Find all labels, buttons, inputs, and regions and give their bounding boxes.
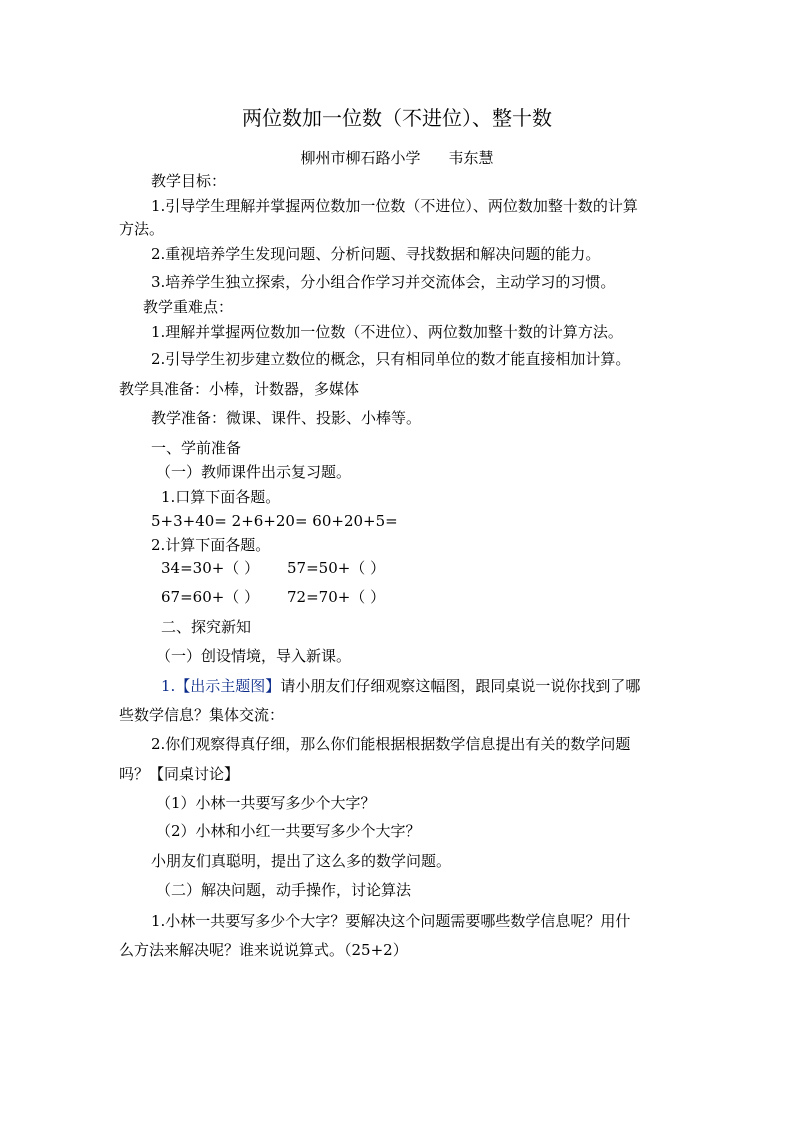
paragraph-line: 2.计算下面各题。 bbox=[151, 536, 271, 554]
subsection-heading: （一）教师课件出示复习题。 bbox=[156, 463, 352, 481]
section-heading: 一、学前准备 bbox=[151, 439, 242, 457]
paragraph-line: 2.引导学生初步建立数位的概念，只有相同单位的数才能直接相加计算。 bbox=[151, 350, 631, 368]
page-title: 两位数加一位数（不进位）、整十数 bbox=[242, 106, 552, 130]
section-heading: 二、探究新知 bbox=[161, 618, 252, 636]
exercise-item: 72=70+（ ） bbox=[287, 588, 386, 606]
highlight-tag: 1.【出示主题图】 bbox=[161, 677, 281, 695]
section-heading: 教学重难点： bbox=[143, 298, 234, 316]
paragraph-text: 请小朋友们仔细观察这幅图，跟同桌说一说你找到了哪 bbox=[280, 677, 641, 695]
exercise-item: 34=30+（ ） bbox=[161, 559, 260, 577]
paragraph-line: 吗？【同桌讨论】 bbox=[119, 765, 240, 783]
paragraph-line: 1.小林一共要写多少个大字？要解决这个问题需要哪些数学信息呢？用什 bbox=[151, 912, 631, 930]
paragraph-line: 1.口算下面各题。 bbox=[161, 488, 281, 506]
paragraph-line: 2.重视培养学生发现问题、分析问题、寻找数据和解决问题的能力。 bbox=[151, 245, 601, 263]
school-name: 柳州市柳石路小学 bbox=[300, 149, 421, 167]
question-item: （1）小林一共要写多少个大字？ bbox=[156, 794, 376, 812]
paragraph-line: 教学准备：微课、课件、投影、小棒等。 bbox=[151, 409, 422, 427]
author-line bbox=[0, 147, 794, 169]
paragraph-line: 方法。 bbox=[119, 220, 165, 238]
exercise-item: 67=60+（ ） bbox=[161, 588, 260, 606]
paragraph-line: 2.你们观察得真仔细，那么你们能根据根据数学信息提出有关的数学问题 bbox=[151, 735, 631, 753]
subsection-heading: （二）解决问题，动手操作，讨论算法 bbox=[156, 881, 412, 899]
paragraph-line: 些数学信息？集体交流： bbox=[119, 706, 285, 724]
paragraph-line: 3.培养学生独立探索，分小组合作学习并交流体会，主动学习的习惯。 bbox=[151, 273, 616, 291]
paragraph-line bbox=[161, 675, 640, 697]
paragraph-line: 教学具准备：小棒，计数器，多媒体 bbox=[119, 380, 360, 398]
question-item: （2）小林和小红一共要写多少个大字？ bbox=[156, 822, 421, 840]
exercise-item: 57=50+（ ） bbox=[287, 559, 386, 577]
author-name: 韦东慧 bbox=[448, 149, 494, 167]
paragraph-line: 1.引导学生理解并掌握两位数加一位数（不进位）、两位数加整十数的计算 bbox=[151, 197, 638, 215]
exercise-line: 5+3+40= 2+6+20= 60+20+5= bbox=[151, 512, 398, 530]
paragraph-line: 1.理解并掌握两位数加一位数（不进位）、两位数加整十数的计算方法。 bbox=[151, 323, 623, 341]
paragraph-line: 么方法来解决呢？谁来说说算式。（25+2） bbox=[119, 941, 408, 959]
paragraph-line: 小朋友们真聪明，提出了这么多的数学问题。 bbox=[151, 852, 452, 870]
subsection-heading: （一）创设情境，导入新课。 bbox=[156, 647, 352, 665]
section-heading: 教学目标： bbox=[151, 172, 227, 190]
